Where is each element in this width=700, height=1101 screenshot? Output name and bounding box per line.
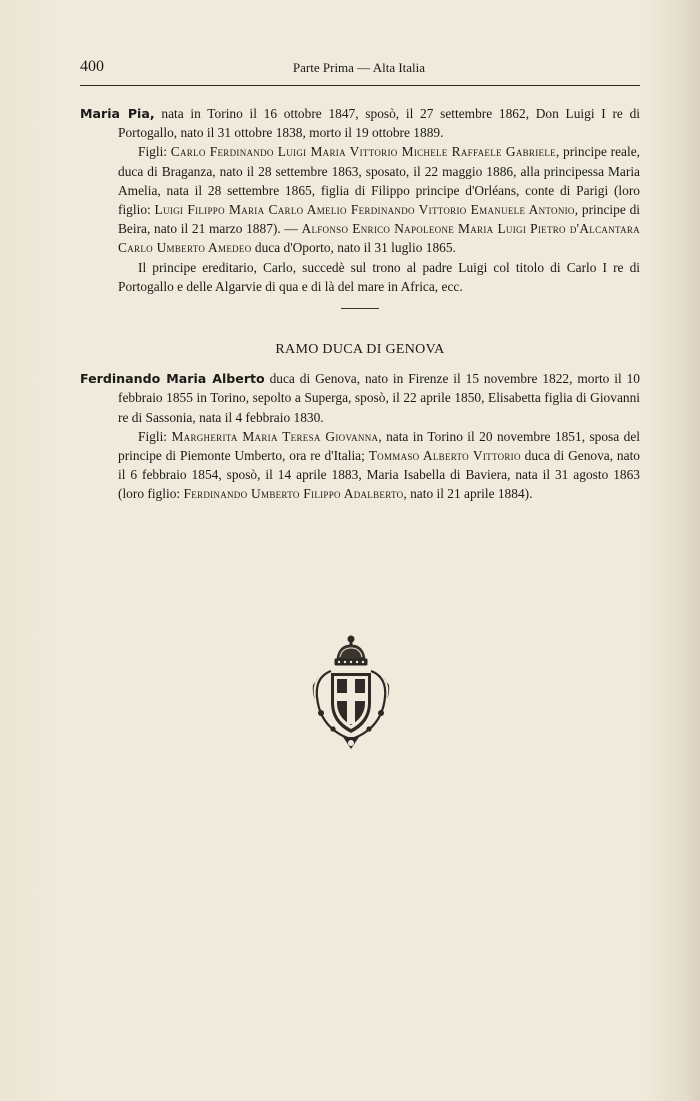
child-name: Tommaso Alberto Vittorio — [368, 448, 521, 464]
child-name: Carlo Ferdinando Luigi Maria Vittorio Michele Raffaele Gabriele — [170, 144, 556, 160]
header-rule — [80, 85, 640, 86]
child-name: Alfonso Enrico Napoleone Maria Luigi Pietro d'Alcantara Carlo Umberto Amedeo — [118, 221, 640, 256]
entry-text: duca di Genova, nato in Firenze il 15 novembre 1822, morto il 10 febbraio 1855 in Torino, sepolto a Superga, sposò, il 22 aprile 1850, Elisabetta figlia di Giovanni re di Sassonia, nata il 4 febbraio 1830. — [118, 371, 640, 425]
children-label: Figli: — [138, 428, 172, 444]
child-text: , nata in Torino il 20 novembre 1851, sposa del principe di Piemonte Umberto, ora re d'Italia; — [118, 428, 640, 464]
grandchild-text: , principe di Beira, nato il 21 marzo 1887). — — [118, 202, 640, 237]
closing-paragraph: Il principe ereditario, Carlo, succedè sul trono al padre Luigi col titolo di Carlo I re di Portogallo e delle Algarvie di qua e di là del mare in Africa, ecc. — [118, 259, 640, 294]
entry-name: Maria Pia, — [80, 106, 155, 121]
grandchild-name: Ferdinando Umberto Filippo Adalberto — [183, 486, 404, 502]
section-heading: RAMO DUCA DI GENOVA — [275, 342, 445, 358]
savoy-coat-of-arms-icon — [309, 633, 393, 751]
grandchild-name: Luigi Filippo Maria Carlo Amelio Ferdinando Vittorio Emanuele Antonio — [154, 202, 575, 218]
page-header — [80, 58, 638, 80]
section-separator — [341, 308, 379, 309]
child-text: duca di Genova, nato il 6 febbraio 1854, sposò, il 14 aprile 1883, Maria Isabella di Baviera, nata il 31 agosto 1863 (loro figlio: — [118, 448, 640, 502]
children-paragraph — [80, 142, 640, 257]
running-title: Parte Prima — Alta Italia — [292, 60, 426, 75]
child-name: Margherita Maria Teresa Giovanna — [171, 428, 379, 444]
grandchild-text: , nato il 21 aprile 1884). — [403, 486, 533, 502]
child-text: duca d'Oporto, nato il 31 luglio 1865. — [251, 240, 456, 256]
entry-maria-pia — [80, 104, 640, 142]
entry-ferdinando — [80, 369, 640, 427]
page-number: 400 — [80, 58, 104, 75]
child-text: , principe reale, duca di Braganza, nato il 28 settembre 1863, sposato, il 22 maggio 1886, alla principessa Maria Amelia, nata il 28 settembre 1865, figlia di Filippo principe d'Orléans, conte di Parigi (loro figlio: — [118, 144, 641, 218]
entry-text: nata in Torino il 16 ottobre 1847, sposò, il 27 settembre 1862, Don Luigi I re di Portogallo, nato il 31 ottobre 1838, morto il 19 ottobre 1889. — [118, 106, 640, 141]
entry-name: Ferdinando Maria Alberto — [80, 371, 265, 387]
page-body — [80, 104, 640, 504]
children-label: Figli: — [138, 144, 171, 160]
children-paragraph — [80, 427, 640, 504]
